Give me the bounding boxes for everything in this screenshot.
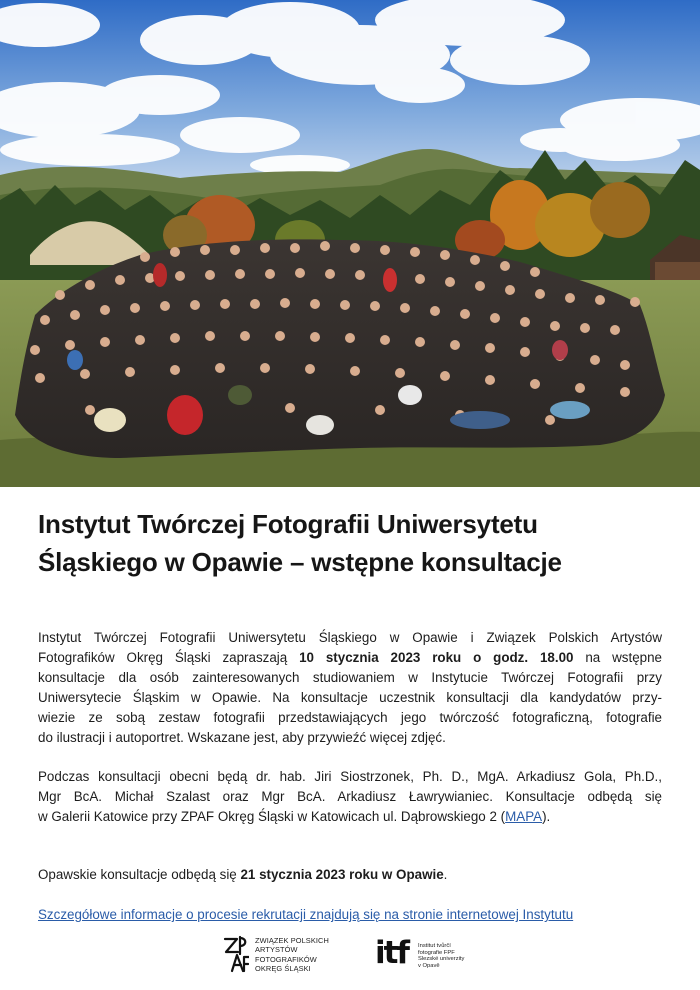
itf-monogram: itf xyxy=(375,935,408,971)
paragraph-line: Instytut Twórczej Fotografii Uniwersytetu Śląskiego w Opawie i Związek Polskich Artystów xyxy=(38,630,662,645)
zpaf-name xyxy=(255,936,329,973)
zpaf-name-line: ZWIĄZEK POLSKICH xyxy=(255,936,329,945)
itf-logo[interactable] xyxy=(375,936,475,976)
consultation-date-2: 21 stycznia 2023 roku w Opawie xyxy=(240,867,444,882)
paragraph-text: Opawskie konsultacje odbędą się xyxy=(38,867,241,882)
zpaf-logo[interactable] xyxy=(222,935,337,975)
itf-name-line: v Opavě xyxy=(418,962,440,969)
paragraph-line: do ilustracji i autoportret. Wskazane jest, aby przywieźć więcej zdjęć. xyxy=(38,730,446,745)
zpaf-name-line: OKRĘG ŚLĄSKI xyxy=(255,963,311,973)
paragraph-text: na wstępne xyxy=(573,650,662,665)
group-photo-illustration xyxy=(0,0,700,487)
recruitment-info-link[interactable]: Szczegółowe informacje o procesie rekrutacji znajdują się na stronie internetowej Instytutu xyxy=(38,907,574,922)
title-line-2: Śląskiego w Opawie – wstępne konsultacje xyxy=(38,547,562,577)
paragraph-line: konsultacje dla osób zainteresowanych studiowaniem w Instytucie Twórczej Fotografii przy xyxy=(38,670,662,685)
zpaf-name-line: ARTYSTÓW xyxy=(255,945,298,955)
paragraph-line xyxy=(38,648,662,668)
paragraph-line: Mgr BcA. Michał Szalast oraz Mgr BcA. Arkadiusz Ławrywianiec. Konsultacje odbędą się xyxy=(38,789,662,804)
consultation-date-1: 10 stycznia 2023 roku o godz. 18.00 xyxy=(299,650,574,665)
itf-name-line: Institut tvůrčí xyxy=(418,943,451,949)
itf-name-line: fotografie FPF xyxy=(418,949,455,956)
paragraph-line xyxy=(38,807,662,827)
group-photo xyxy=(0,0,700,487)
paragraph-line: Uniwersytecie Śląskim w Opawie. Na konsultacje uczestnik konsultacji dla kandydatów przy- xyxy=(38,690,662,705)
consultants-paragraph xyxy=(38,767,662,827)
title-line-1: Instytut Twórczej Fotografii Uniwersytetu xyxy=(38,509,538,539)
invitation-paragraph xyxy=(38,628,662,748)
zpaf-name-line: FOTOGRAFIKÓW xyxy=(255,954,317,964)
map-link[interactable]: MAPA xyxy=(505,809,543,824)
paragraph-text: ). xyxy=(542,809,551,824)
paragraph-line: Podczas konsultacji obecni będą dr. hab. Jiri Siostrzonek, Ph. D., MgA. Arkadiusz Gola, Ph.D., xyxy=(38,769,662,784)
paragraph-text: w Galerii Katowice przy ZPAF Okręg Śląski w Katowicach ul. Dąbrowskiego 2 ( xyxy=(38,809,506,824)
zpaf-monogram-icon xyxy=(222,935,249,973)
paragraph-text: Fotografików Okręg Śląski zapraszają xyxy=(38,650,300,665)
itf-name-line: Slezské univerzity xyxy=(418,956,465,963)
page-title xyxy=(38,505,668,581)
opava-paragraph xyxy=(38,865,662,885)
paragraph-text: . xyxy=(443,867,448,882)
paragraph-line: wiezie ze sobą zestaw fotografii przedstawiających jego twórczość fotograficzną, fotografie xyxy=(38,710,662,725)
itf-name xyxy=(418,943,464,969)
